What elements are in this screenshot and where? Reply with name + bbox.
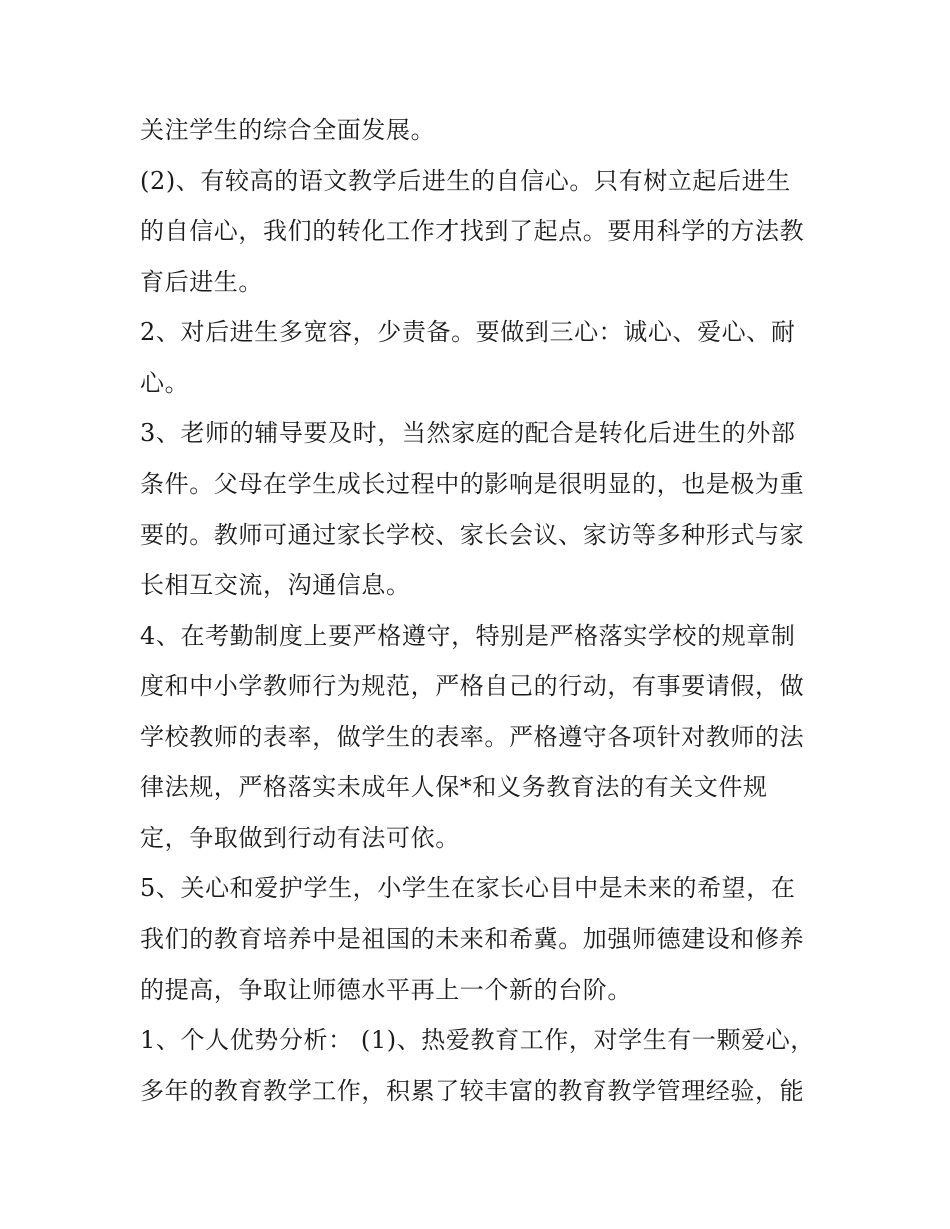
text-line: 定，争取做到行动有法可依。 bbox=[140, 824, 460, 852]
text-line: 5、关心和爱护学生，小学生在家长心目中是未来的希望，在 bbox=[140, 874, 796, 902]
text-line: 条件。父母在学生成长过程中的影响是很明显的，也是极为重 bbox=[140, 470, 805, 498]
text-line: 要的。教师可通过家长学校、家长会议、家访等多种形式与家 bbox=[140, 521, 805, 549]
text-line: 3、老师的辅导要及时，当然家庭的配合是转化后进生的外部 bbox=[140, 419, 796, 447]
text-line: 度和中小学教师行为规范，严格自己的行动，有事要请假，做 bbox=[140, 672, 805, 700]
text-line: 我们的教育培养中是祖国的未来和希冀。加强师德建设和修养 bbox=[140, 925, 805, 953]
text-line: (2)、有较高的语文教学后进生的自信心。只有树立起后进生 bbox=[140, 167, 791, 195]
text-line: 律法规，严格落实未成年人保*和义务教育法的有关文件规 bbox=[140, 773, 768, 801]
text-line: 1、个人优势分析： (1)、热爱教育工作，对学生有一颗爱心， bbox=[140, 1026, 815, 1054]
text-line: 4、在考勤制度上要严格遵守，特别是严格落实学校的规章制 bbox=[140, 622, 796, 650]
text-line: 2、对后进生多宽容，少责备。要做到三心：诚心、爱心、耐 bbox=[140, 318, 796, 346]
text-line: 关注学生的综合全面发展。 bbox=[140, 116, 436, 144]
text-line: 的提高，争取让师德水平再上一个新的台阶。 bbox=[140, 976, 632, 1004]
text-line: 育后进生。 bbox=[140, 268, 263, 296]
text-line: 多年的教育教学工作，积累了较丰富的教育教学管理经验，能 bbox=[140, 1077, 805, 1105]
text-line: 长相互交流，沟通信息。 bbox=[140, 571, 411, 599]
text-line: 心。 bbox=[140, 369, 190, 397]
text-line: 学校教师的表率，做学生的表率。严格遵守各项针对教师的法 bbox=[140, 723, 805, 751]
text-line: 的自信心，我们的转化工作才找到了起点。要用科学的方法教 bbox=[140, 217, 805, 245]
